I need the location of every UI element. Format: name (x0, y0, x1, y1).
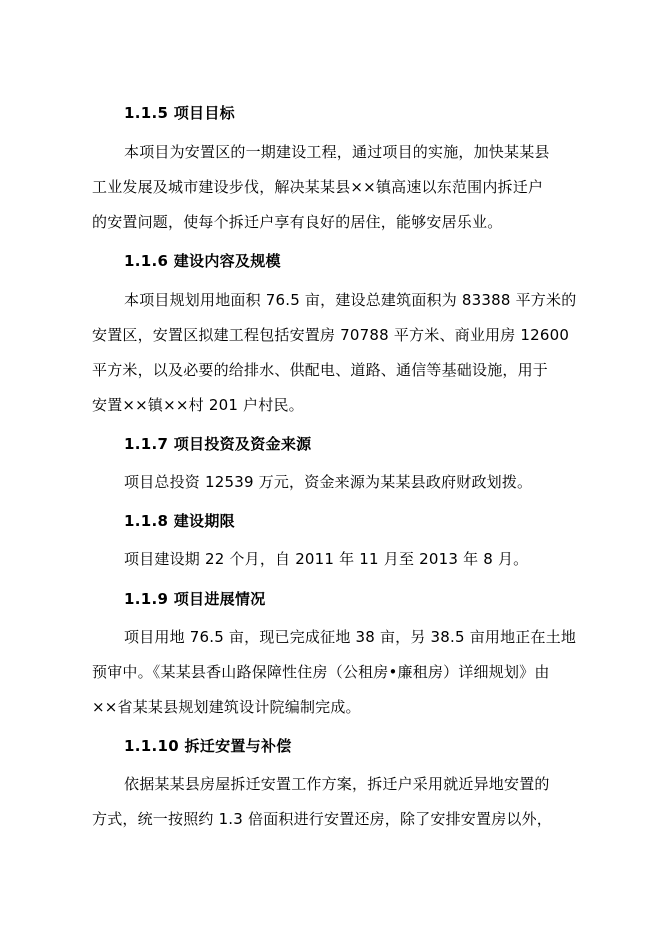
paragraph-line: 平方米，以及必要的给排水、供配电、道路、通信等基础设施，用于 (92, 361, 549, 379)
paragraph-line: 本项目规划用地面积 76.5 亩，建设总建筑面积为 83388 平方米的 (124, 291, 577, 309)
paragraph-line: 项目用地 76.5 亩，现已完成征地 38 亩，另 38.5 亩用地正在土地 (124, 628, 577, 646)
section-heading-1-1-6: 1.1.6 建设内容及规模 (124, 252, 281, 270)
paragraph-line: ××省某某县规划建筑设计院编制完成。 (92, 698, 361, 716)
paragraph-line: 安置××镇××村 201 户村民。 (92, 396, 304, 414)
paragraph-line: 的安置问题，使每个拆迁户享有良好的居住，能够安居乐业。 (92, 213, 503, 231)
section-heading-1-1-5: 1.1.5 项目目标 (124, 104, 235, 122)
section-heading-1-1-9: 1.1.9 项目进展情况 (124, 590, 266, 608)
paragraph-line: 方式，统一按照约 1.3 倍面积进行安置还房，除了安排安置房以外， (92, 810, 552, 828)
paragraph-line: 工业发展及城市建设步伐，解决某某县××镇高速以东范围内拆迁户 (92, 178, 544, 196)
paragraph-line: 项目建设期 22 个月，自 2011 年 11 月至 2013 年 8 月。 (124, 550, 529, 568)
paragraph-line: 依据某某县房屋拆迁安置工作方案，拆迁户采用就近异地安置的 (124, 775, 550, 793)
paragraph-line: 本项目为安置区的一期建设工程，通过项目的实施，加快某某县 (124, 143, 550, 161)
paragraph-line: 项目总投资 12539 万元，资金来源为某某县政府财政划拨。 (124, 473, 533, 491)
section-heading-1-1-10: 1.1.10 拆迁安置与补偿 (124, 737, 292, 755)
paragraph-line: 预审中。《某某县香山路保障性住房（公租房•廉租房）详细规划》由 (92, 663, 550, 681)
paragraph-line: 安置区，安置区拟建工程包括安置房 70788 平方米、商业用房 12600 (92, 326, 570, 344)
section-heading-1-1-7: 1.1.7 项目投资及资金来源 (124, 435, 312, 453)
section-heading-1-1-8: 1.1.8 建设期限 (124, 512, 235, 530)
